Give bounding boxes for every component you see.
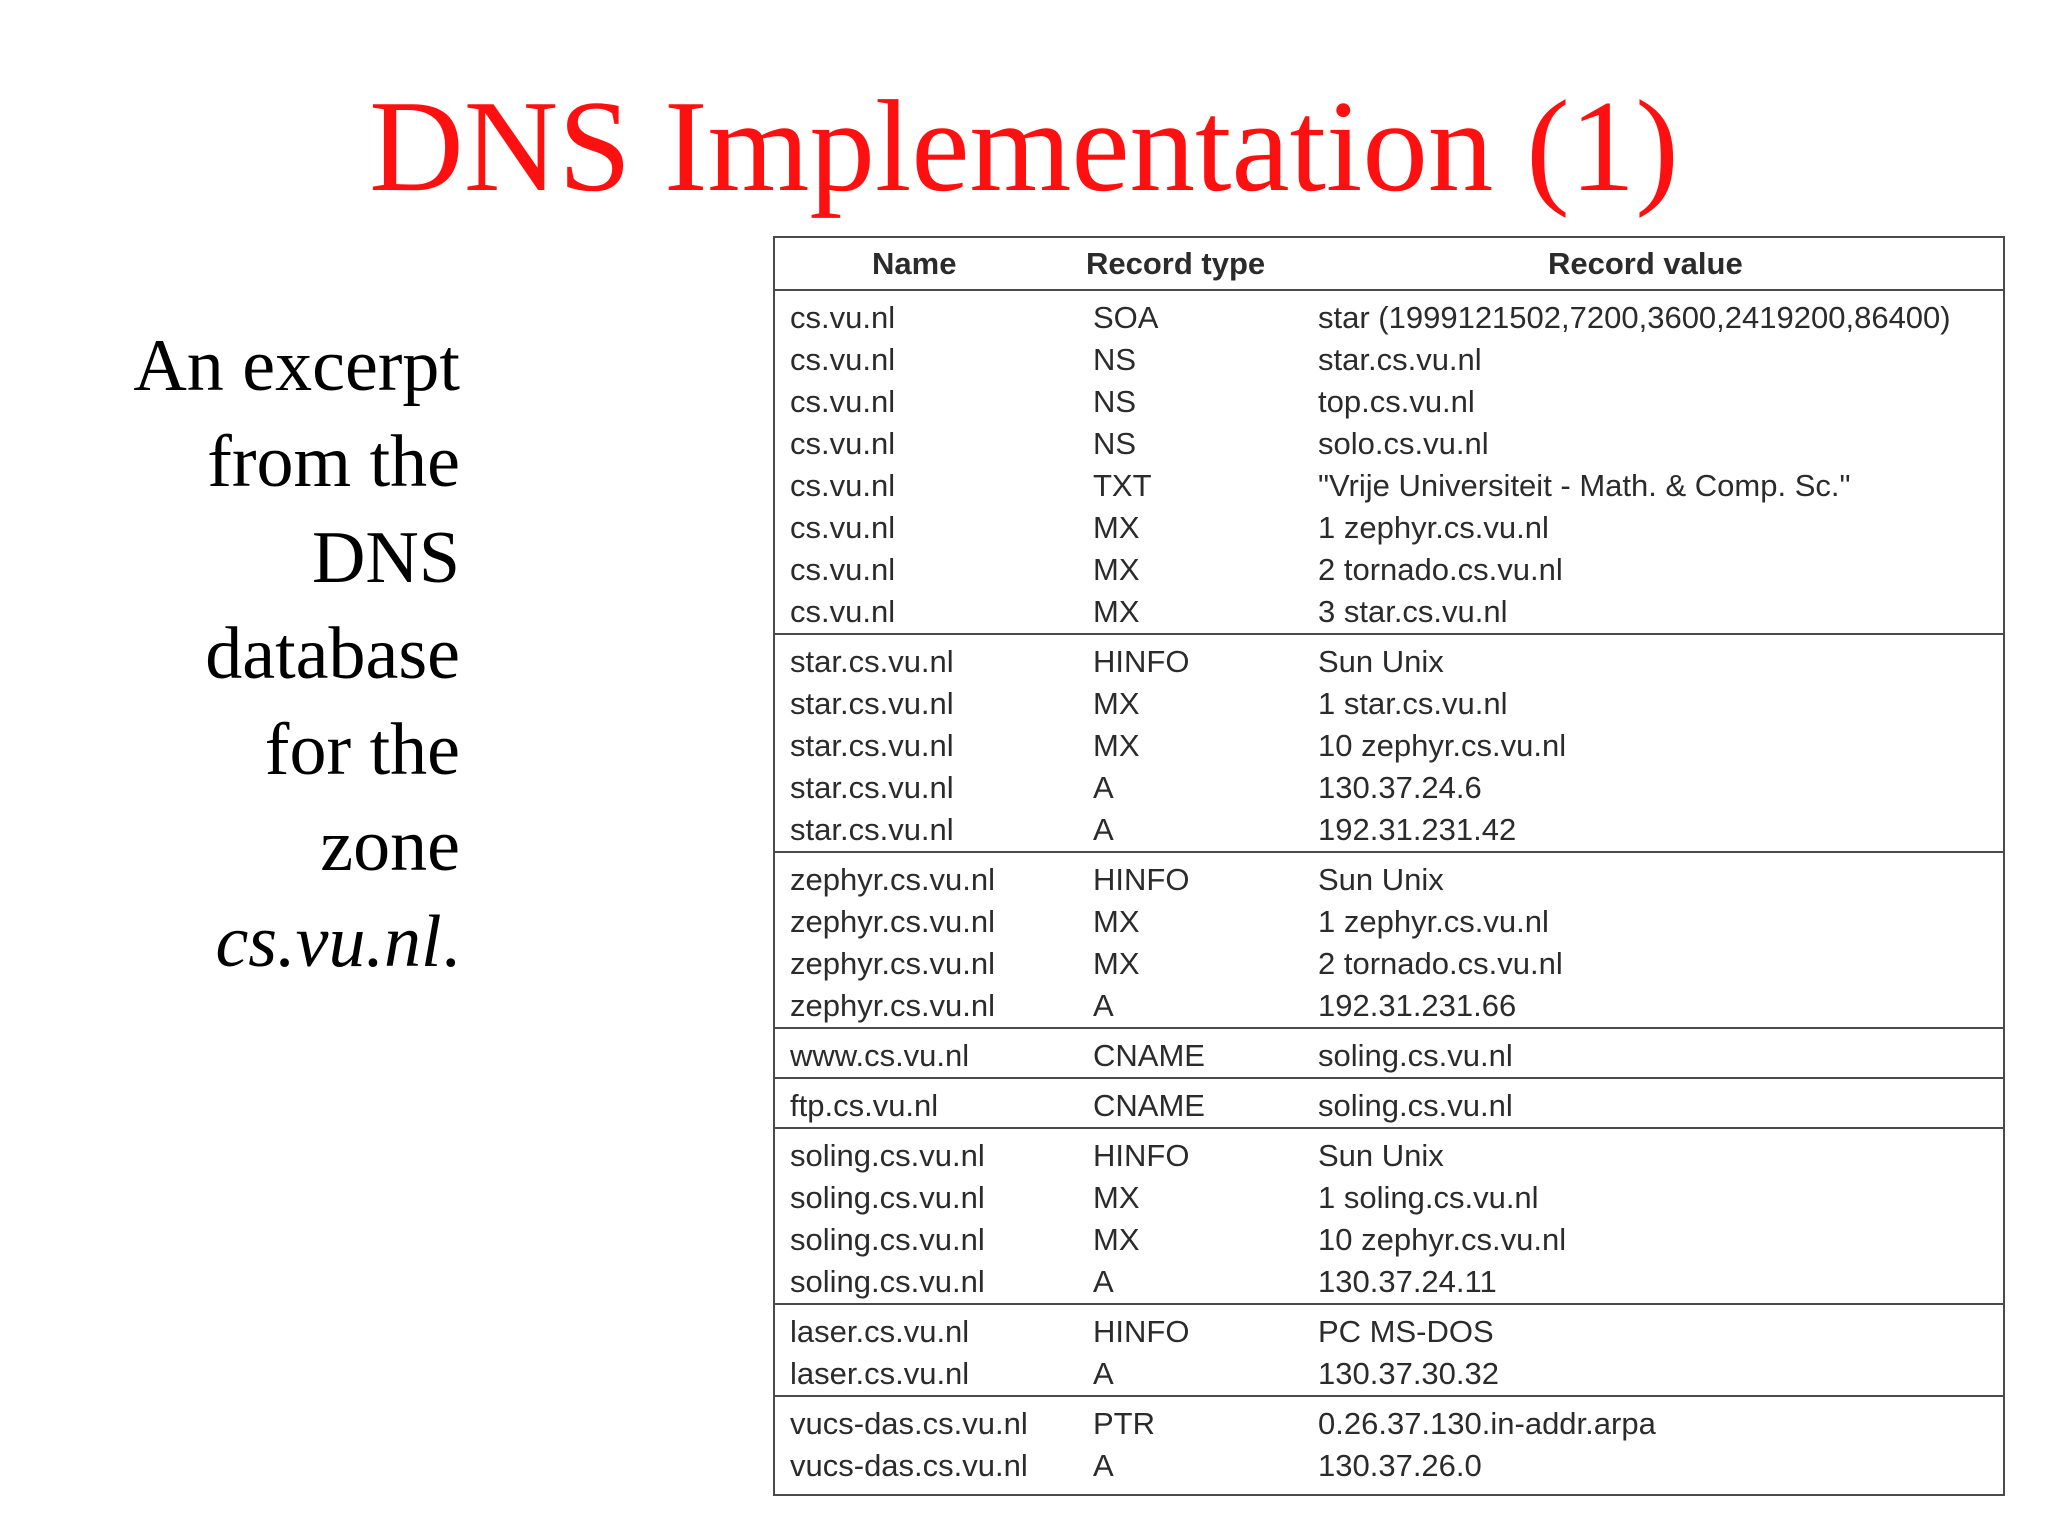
cell-record-value: 0.26.37.130.in-addr.arpa (1318, 1406, 1656, 1441)
table-row (775, 1353, 2003, 1395)
cell-record-value: soling.cs.vu.nl (1318, 1038, 1513, 1073)
table-row (775, 549, 2003, 591)
caption-line: for the (264, 709, 460, 791)
cell-record-type: NS (1093, 426, 1137, 461)
table-row (775, 809, 2003, 851)
cell-name: soling.cs.vu.nl (790, 1180, 985, 1215)
caption-zone-name: cs.vu.nl (215, 901, 442, 983)
caption-line: database (205, 613, 460, 695)
cell-record-type: CNAME (1093, 1088, 1205, 1123)
table-row (775, 1403, 2003, 1445)
cell-record-value: Sun Unix (1318, 1138, 1444, 1173)
cell-record-type: HINFO (1093, 644, 1190, 679)
cell-name: zephyr.cs.vu.nl (790, 988, 996, 1023)
record-group (775, 1129, 2003, 1305)
record-group (775, 1079, 2003, 1129)
cell-record-type: A (1093, 770, 1114, 805)
cell-name: cs.vu.nl (790, 552, 896, 587)
cell-record-type: CNAME (1093, 1038, 1205, 1073)
cell-name: laser.cs.vu.nl (790, 1356, 970, 1391)
table-row (775, 683, 2003, 725)
cell-record-value: soling.cs.vu.nl (1318, 1088, 1513, 1123)
caption-line: from the (207, 421, 460, 503)
cell-name: laser.cs.vu.nl (790, 1314, 970, 1349)
record-group (775, 1305, 2003, 1397)
record-group (775, 853, 2003, 1029)
record-group (775, 635, 2003, 853)
cell-name: star.cs.vu.nl (790, 644, 954, 679)
cell-name: cs.vu.nl (790, 300, 896, 335)
cell-record-value: top.cs.vu.nl (1318, 384, 1475, 419)
caption-zone-line (40, 894, 460, 990)
cell-record-type: MX (1093, 552, 1140, 587)
cell-name: vucs-das.cs.vu.nl (790, 1406, 1028, 1441)
cell-name: cs.vu.nl (790, 342, 896, 377)
cell-record-value: 1 zephyr.cs.vu.nl (1318, 510, 1549, 545)
cell-name: zephyr.cs.vu.nl (790, 946, 996, 981)
cell-name: star.cs.vu.nl (790, 728, 954, 763)
cell-record-type: PTR (1093, 1406, 1155, 1441)
column-header-record-value: Record value (1548, 246, 1743, 281)
cell-name: zephyr.cs.vu.nl (790, 904, 996, 939)
cell-record-value: 3 star.cs.vu.nl (1318, 594, 1508, 629)
cell-name: star.cs.vu.nl (790, 770, 954, 805)
cell-record-type: MX (1093, 1222, 1140, 1257)
record-group (775, 1029, 2003, 1079)
cell-record-type: A (1093, 812, 1114, 847)
cell-record-value: 1 star.cs.vu.nl (1318, 686, 1508, 721)
cell-record-type: MX (1093, 946, 1140, 981)
cell-record-value: 10 zephyr.cs.vu.nl (1318, 1222, 1567, 1257)
record-group (775, 291, 2003, 635)
table-row (775, 339, 2003, 381)
cell-record-value: 1 soling.cs.vu.nl (1318, 1180, 1539, 1215)
cell-record-type: A (1093, 1264, 1114, 1299)
table-row (775, 1035, 2003, 1077)
cell-record-type: HINFO (1093, 1138, 1190, 1173)
cell-name: star.cs.vu.nl (790, 812, 954, 847)
cell-name: cs.vu.nl (790, 594, 896, 629)
table-row (775, 1445, 2003, 1487)
cell-record-type: MX (1093, 686, 1140, 721)
cell-record-value: solo.cs.vu.nl (1318, 426, 1489, 461)
cell-record-value: "Vrije Universiteit - Math. & Comp. Sc." (1318, 468, 1851, 503)
cell-record-type: MX (1093, 510, 1140, 545)
cell-record-value: 2 tornado.cs.vu.nl (1318, 552, 1563, 587)
cell-record-type: MX (1093, 1180, 1140, 1215)
cell-record-type: NS (1093, 384, 1137, 419)
table-row (775, 641, 2003, 683)
dns-records-table (773, 236, 2005, 1496)
cell-name: cs.vu.nl (790, 468, 896, 503)
cell-record-value: Sun Unix (1318, 644, 1444, 679)
caption-line: DNS (311, 517, 460, 599)
cell-record-value: star (1999121502,7200,3600,2419200,86400) (1318, 300, 1951, 335)
table-row (775, 591, 2003, 633)
cell-record-type: HINFO (1093, 862, 1190, 897)
cell-record-value: Sun Unix (1318, 862, 1444, 897)
slide-title: DNS Implementation (1) (369, 74, 1679, 219)
cell-record-value: 2 tornado.cs.vu.nl (1318, 946, 1563, 981)
table-body (775, 291, 2003, 1487)
table-row (775, 1261, 2003, 1303)
cell-name: soling.cs.vu.nl (790, 1222, 985, 1257)
cell-name: soling.cs.vu.nl (790, 1264, 985, 1299)
table-row (775, 1311, 2003, 1353)
table-row (775, 943, 2003, 985)
table-row (775, 465, 2003, 507)
cell-record-type: A (1093, 988, 1114, 1023)
cell-name: www.cs.vu.nl (790, 1038, 970, 1073)
cell-record-type: HINFO (1093, 1314, 1190, 1349)
cell-record-type: SOA (1093, 300, 1159, 335)
table-row (775, 507, 2003, 549)
record-group (775, 1397, 2003, 1487)
caption-zone-suffix: . (441, 901, 460, 983)
table-row (775, 725, 2003, 767)
cell-record-type: MX (1093, 728, 1140, 763)
column-header-record-type: Record type (1086, 246, 1266, 281)
cell-name: star.cs.vu.nl (790, 686, 954, 721)
table-row (775, 859, 2003, 901)
cell-name: cs.vu.nl (790, 510, 896, 545)
cell-record-type: NS (1093, 342, 1137, 377)
table-row (775, 1085, 2003, 1127)
cell-record-type: A (1093, 1356, 1114, 1391)
table-row (775, 297, 2003, 339)
caption-line: zone (320, 805, 460, 887)
cell-name: zephyr.cs.vu.nl (790, 862, 996, 897)
cell-name: cs.vu.nl (790, 426, 896, 461)
cell-record-value: 1 zephyr.cs.vu.nl (1318, 904, 1549, 939)
table-row (775, 985, 2003, 1027)
table-row (775, 767, 2003, 809)
table-header (775, 238, 2003, 291)
slide-caption (40, 318, 460, 990)
cell-record-type: MX (1093, 594, 1140, 629)
cell-record-value: 192.31.231.66 (1318, 988, 1517, 1023)
cell-name: vucs-das.cs.vu.nl (790, 1448, 1028, 1483)
table-row (775, 381, 2003, 423)
cell-record-value: 192.31.231.42 (1318, 812, 1517, 847)
cell-record-value: 130.37.30.32 (1318, 1356, 1500, 1391)
cell-record-value: 10 zephyr.cs.vu.nl (1318, 728, 1567, 763)
table-row (775, 1219, 2003, 1261)
cell-record-type: A (1093, 1448, 1114, 1483)
cell-name: soling.cs.vu.nl (790, 1138, 985, 1173)
cell-name: ftp.cs.vu.nl (790, 1088, 939, 1123)
cell-record-value: star.cs.vu.nl (1318, 342, 1482, 377)
cell-record-value: 130.37.24.11 (1318, 1264, 1497, 1299)
cell-record-value: PC MS-DOS (1318, 1314, 1494, 1349)
cell-record-value: 130.37.24.6 (1318, 770, 1482, 805)
table-row (775, 1177, 2003, 1219)
table-row (775, 423, 2003, 465)
column-header-name: Name (872, 246, 957, 281)
caption-line: An excerpt (133, 325, 460, 407)
cell-record-type: TXT (1093, 468, 1152, 503)
table-row (775, 901, 2003, 943)
cell-record-type: MX (1093, 904, 1140, 939)
table-row (775, 1135, 2003, 1177)
cell-name: cs.vu.nl (790, 384, 896, 419)
cell-record-value: 130.37.26.0 (1318, 1448, 1482, 1483)
